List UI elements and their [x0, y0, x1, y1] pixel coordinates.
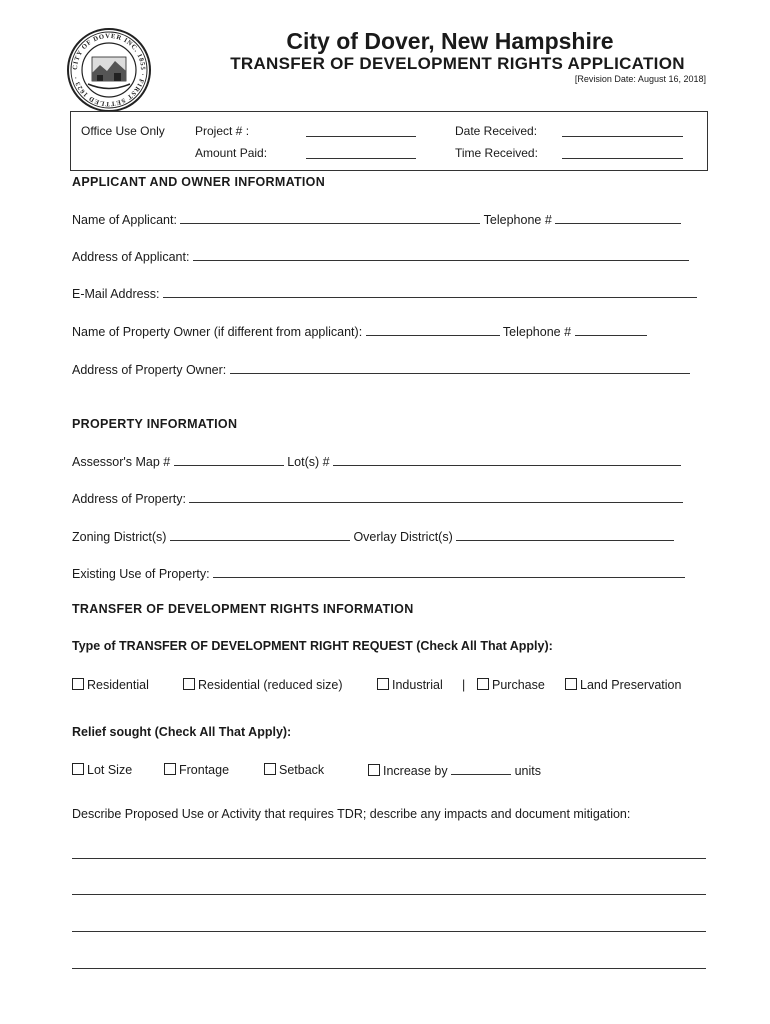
applicant-telephone-label: Telephone # — [483, 213, 552, 227]
type-industrial-option[interactable] — [377, 678, 443, 692]
describe-prompt: Describe Proposed Use or Activity that requires TDR; describe any impacts and document mitigation: — [72, 807, 631, 821]
checkbox[interactable] — [72, 678, 84, 690]
existing-use-row — [72, 566, 685, 581]
applicant-address-label: Address of Applicant: — [72, 250, 190, 264]
date-received-field[interactable] — [562, 125, 683, 137]
units-label: units — [514, 764, 541, 778]
email-label: E-Mail Address: — [72, 287, 160, 301]
date-received-label: Date Received: — [455, 124, 538, 138]
type-purchase-option[interactable] — [477, 678, 545, 692]
checkbox[interactable] — [164, 763, 176, 775]
property-section-heading: PROPERTY INFORMATION — [72, 417, 238, 431]
existing-use-label: Existing Use of Property: — [72, 567, 210, 581]
map-lot-row — [72, 454, 681, 469]
applicant-name-label: Name of Applicant: — [72, 213, 177, 227]
relief-lot-size-option[interactable] — [72, 763, 132, 777]
checkbox[interactable] — [183, 678, 195, 690]
describe-line-4[interactable] — [72, 968, 706, 969]
email-field[interactable] — [163, 286, 697, 298]
office-use-label: Office Use Only — [81, 124, 165, 138]
relief-heading: Relief sought (Check All That Apply): — [72, 725, 292, 739]
existing-use-field[interactable] — [213, 566, 685, 578]
overlay-label: Overlay District(s) — [353, 530, 453, 544]
relief-frontage-option[interactable] — [164, 763, 229, 777]
revision-date: [Revision Date: August 16, 2018] — [574, 74, 706, 84]
option-label: Purchase — [492, 678, 545, 692]
checkbox[interactable] — [368, 764, 380, 776]
relief-increase-option[interactable] — [368, 763, 541, 778]
applicant-address-row — [72, 249, 689, 264]
type-land-preservation-option[interactable] — [565, 678, 681, 692]
applicant-telephone-field[interactable] — [555, 212, 681, 224]
owner-address-row — [72, 362, 690, 377]
project-number-label: Project # : — [195, 124, 250, 138]
relief-setback-option[interactable] — [264, 763, 324, 777]
option-label: Land Preservation — [580, 678, 682, 692]
type-residential-option[interactable] — [72, 678, 149, 692]
lots-field[interactable] — [333, 454, 681, 466]
describe-line-3[interactable] — [72, 931, 706, 932]
checkbox[interactable] — [565, 678, 577, 690]
option-label: Industrial — [392, 678, 443, 692]
owner-address-label: Address of Property Owner: — [72, 363, 227, 377]
property-address-row — [72, 491, 683, 506]
assessor-map-label: Assessor's Map # — [72, 455, 171, 469]
checkbox[interactable] — [477, 678, 489, 690]
increase-amount-field[interactable] — [451, 763, 511, 775]
option-label: Frontage — [179, 763, 230, 777]
option-label: Residential (reduced size) — [198, 678, 343, 692]
zoning-row — [72, 529, 674, 544]
type-residential-reduced-option[interactable] — [183, 678, 343, 692]
applicant-name-field[interactable] — [180, 212, 480, 224]
amount-paid-field[interactable] — [306, 147, 416, 159]
option-separator: | — [462, 678, 466, 692]
applicant-name-row — [72, 212, 681, 227]
option-label: Setback — [279, 763, 325, 777]
checkbox[interactable] — [264, 763, 276, 775]
owner-name-label: Name of Property Owner (if different from applicant): — [72, 325, 363, 339]
owner-address-field[interactable] — [230, 362, 690, 374]
form-subtitle: TRANSFER OF DEVELOPMENT RIGHTS APPLICATION — [230, 54, 685, 73]
email-row — [72, 286, 697, 301]
assessor-map-field[interactable] — [174, 454, 284, 466]
zoning-field[interactable] — [170, 529, 350, 541]
tdr-section-heading: TRANSFER OF DEVELOPMENT RIGHTS INFORMATION — [72, 602, 414, 616]
applicant-section-heading: APPLICANT AND OWNER INFORMATION — [72, 175, 326, 189]
property-address-field[interactable] — [189, 491, 683, 503]
property-address-label: Address of Property: — [72, 492, 186, 506]
time-received-label: Time Received: — [455, 146, 538, 160]
time-received-field[interactable] — [562, 147, 683, 159]
tdr-type-heading: Type of TRANSFER OF DEVELOPMENT RIGHT REQUEST (Check All That Apply): — [72, 639, 553, 653]
svg-text:CITY OF DOVER INC. 1855 · FIRS: CITY OF DOVER INC. 1855 · FIRST SETTLED 1623 · — [71, 32, 147, 108]
checkbox[interactable] — [377, 678, 389, 690]
option-label: Lot Size — [87, 763, 133, 777]
owner-telephone-field[interactable] — [575, 324, 647, 336]
option-label: Residential — [87, 678, 149, 692]
zoning-label: Zoning District(s) — [72, 530, 167, 544]
lots-label: Lot(s) # — [287, 455, 330, 469]
option-label: Increase by — [383, 764, 448, 778]
describe-line-1[interactable] — [72, 858, 706, 859]
project-number-field[interactable] — [306, 125, 416, 137]
describe-line-2[interactable] — [72, 894, 706, 895]
amount-paid-label: Amount Paid: — [195, 146, 268, 160]
owner-name-field[interactable] — [366, 324, 500, 336]
checkbox[interactable] — [72, 763, 84, 775]
page-title: City of Dover, New Hampshire — [286, 28, 614, 54]
applicant-address-field[interactable] — [193, 249, 689, 261]
overlay-field[interactable] — [456, 529, 674, 541]
office-use-box — [70, 111, 708, 171]
owner-name-row — [72, 324, 647, 339]
owner-telephone-label: Telephone # — [502, 325, 572, 339]
